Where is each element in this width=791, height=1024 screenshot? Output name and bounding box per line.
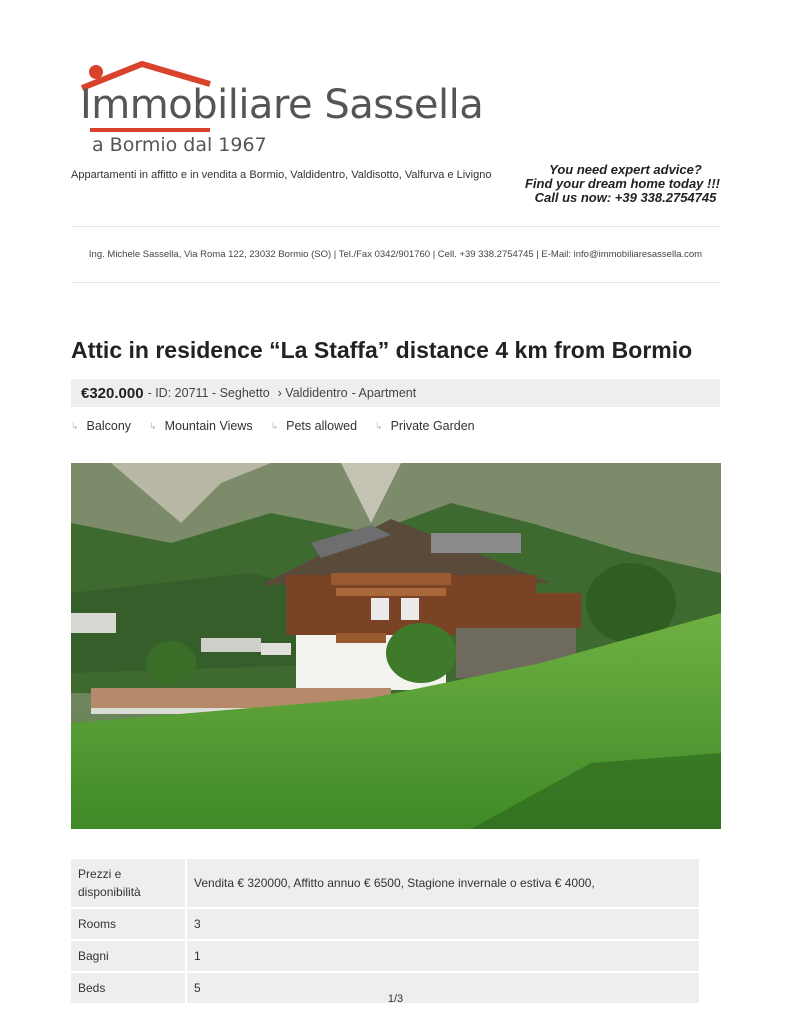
price: €320.000: [81, 384, 144, 402]
divider: [71, 226, 720, 227]
advice-line: Find your dream home today !!!: [524, 176, 720, 191]
detail-value: 1: [187, 941, 699, 971]
feature-item: [375, 419, 475, 433]
feature-bullet-icon: ↳: [270, 420, 279, 431]
feature-bullet-icon: ↳: [375, 420, 383, 431]
price-bar: [71, 379, 720, 407]
chalet-landscape-image: [71, 463, 721, 829]
company-logo[interactable]: [80, 60, 510, 160]
contact-info: Ing. Michele Sassella, Via Roma 122, 23032 Bormio (SO) | Tel./Fax 0342/901760 | Cell. +39 338.2754745 | E-Mail: info@immobiliaresassella.com: [88, 249, 703, 260]
property-type: - Apartment: [351, 386, 417, 400]
details-table: [71, 857, 699, 1005]
property-photo[interactable]: [71, 463, 721, 829]
advice-line: Call us now: +39 338.2754745: [534, 190, 717, 205]
location-link[interactable]: › Valdidentro: [277, 386, 348, 400]
detail-label: Prezzi e disponibilità: [71, 859, 187, 907]
page-number: 1/3: [387, 993, 404, 1005]
feature-label: Balcony: [86, 419, 132, 433]
logo-subtext: a Bormio dal 1967: [92, 134, 267, 156]
divider: [71, 282, 720, 283]
feature-item: [71, 419, 131, 433]
detail-value: 3: [187, 909, 699, 939]
advice-line: You need expert advice?: [549, 162, 702, 177]
detail-label: Beds: [71, 973, 187, 1003]
feature-label: Private Garden: [390, 419, 475, 433]
feature-bullet-icon: ↳: [149, 420, 157, 431]
detail-label: Rooms: [71, 909, 187, 939]
advice-callout: [524, 162, 720, 205]
detail-label: Bagni: [71, 941, 187, 971]
site-tagline: Appartamenti in affitto e in vendita a Bormio, Valdidentro, Valdisotto, Valfurva e Livigno: [71, 169, 492, 181]
feature-bullet-icon: ↳: [71, 420, 79, 431]
table-row: [71, 941, 699, 971]
detail-value: 5: [187, 973, 699, 1003]
feature-list: [71, 419, 493, 433]
feature-item: [149, 419, 253, 433]
detail-value: Vendita € 320000, Affitto annuo € 6500, Stagione invernale o estiva € 4000,: [187, 859, 699, 907]
listing-id: - ID: 20711 - Seghetto: [147, 386, 270, 400]
page-title: Attic in residence “La Staffa” distance 4 km from Bormio: [71, 337, 693, 363]
table-row: [71, 859, 699, 907]
feature-label: Pets allowed: [286, 419, 358, 433]
feature-item: [271, 419, 357, 433]
table-row: [71, 909, 699, 939]
logo-text: Immobiliare Sassella: [80, 82, 484, 128]
feature-label: Mountain Views: [164, 419, 253, 433]
